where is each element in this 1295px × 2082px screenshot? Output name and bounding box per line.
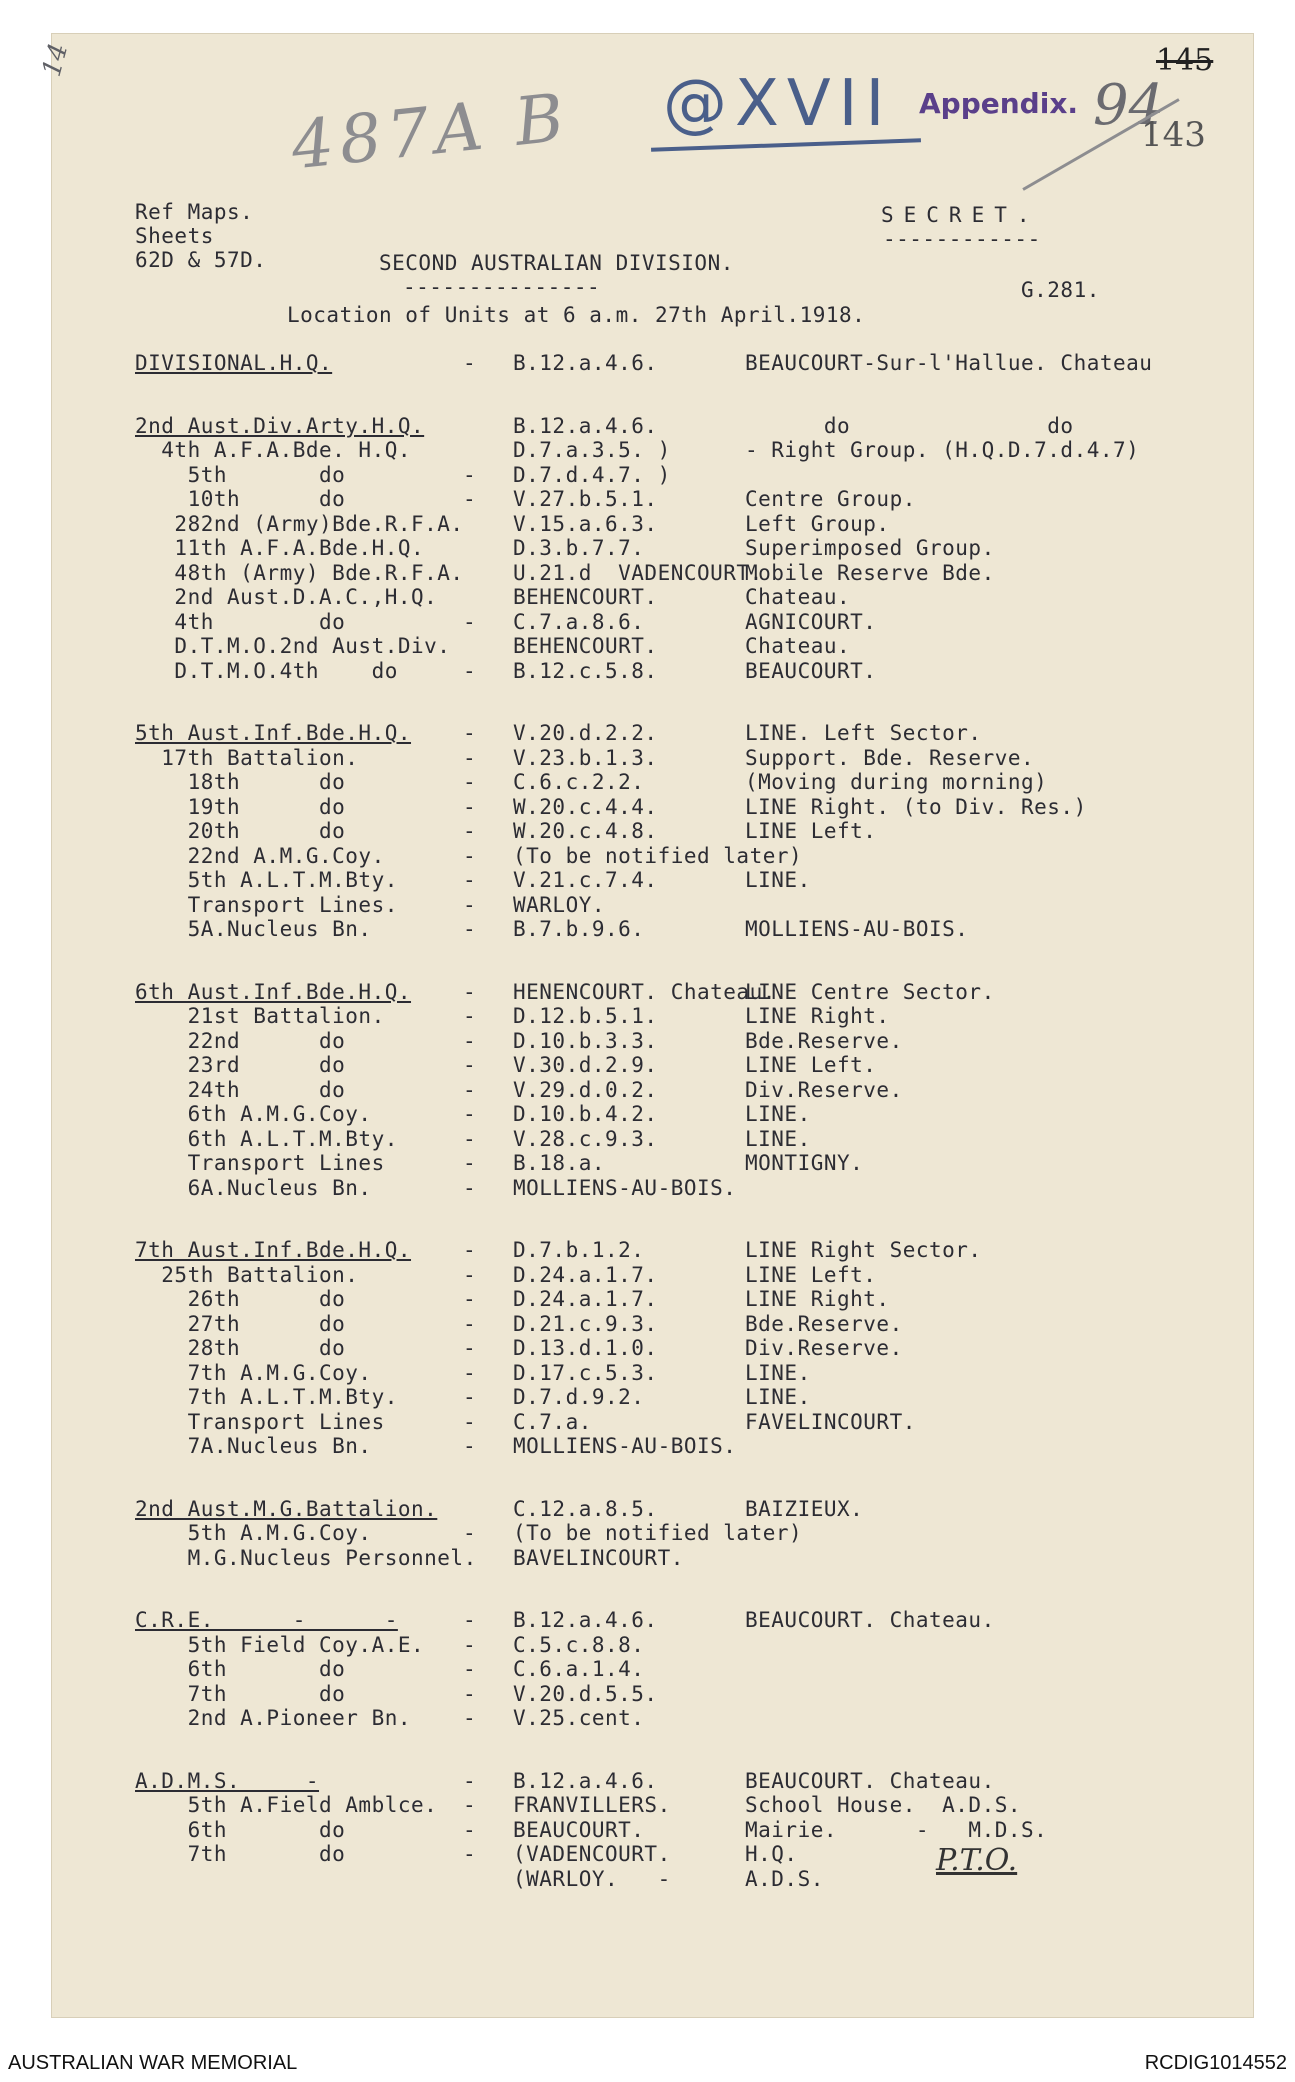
- row-separator: -: [463, 1409, 477, 1434]
- grid-reference: D.21.c.9.3.: [513, 1311, 658, 1336]
- location-note: (Moving during morning): [745, 770, 1048, 794]
- row-separator: -: [463, 819, 477, 843]
- row-separator: -: [463, 1311, 477, 1336]
- unit-name: M.G.Nucleus Personnel.: [135, 1545, 477, 1570]
- grid-reference: B.12.a.4.6.: [513, 351, 658, 375]
- unit-name: 2nd Aust.Div.Arty.H.Q.: [135, 413, 425, 438]
- unit-name: 7th do: [135, 1681, 346, 1706]
- struck-number: 145: [1156, 43, 1214, 78]
- row-separator: -: [463, 745, 477, 770]
- grid-reference: (VADENCOURT.: [513, 1842, 671, 1866]
- location-note: Left Group.: [745, 511, 890, 536]
- grid-reference: D.12.b.5.1.: [513, 1004, 658, 1028]
- location-note: LINE Left.: [745, 1053, 877, 1077]
- row-separator: -: [463, 351, 477, 375]
- secret-underline: ------------: [883, 227, 1041, 251]
- row-separator: -: [463, 1434, 477, 1458]
- row-separator: -: [463, 1608, 477, 1632]
- row-separator: -: [463, 1102, 477, 1126]
- location-note: - Right Group. (H.Q.D.7.d.4.7): [745, 438, 1140, 462]
- grid-reference: D.7.d.4.7. ): [513, 462, 671, 487]
- grid-reference: D.24.a.1.7.: [513, 1262, 658, 1287]
- unit-name: 5th Field Coy.A.E.: [135, 1632, 425, 1657]
- location-note: Mairie. - M.D.S.: [745, 1817, 1048, 1842]
- row-separator: -: [463, 1151, 477, 1175]
- page-number: 143: [1141, 115, 1206, 155]
- unit-name: 18th do: [135, 770, 346, 794]
- row-separator: -: [463, 1262, 477, 1287]
- grid-reference: D.7.d.9.2.: [513, 1385, 645, 1409]
- grid-reference: B.12.c.5.8.: [513, 658, 658, 683]
- unit-name: 26th do: [135, 1287, 346, 1311]
- document-page: [36, 33, 1254, 2018]
- unit-name: 24th do: [135, 1077, 346, 1102]
- unit-name: 5th do: [135, 462, 346, 487]
- location-note: Centre Group.: [745, 487, 916, 511]
- location-note: LINE Left.: [745, 1262, 877, 1287]
- unit-name: 23rd do: [135, 1053, 346, 1077]
- grid-reference: C.12.a.8.5.: [513, 1496, 658, 1521]
- location-note: MONTIGNY.: [745, 1151, 864, 1175]
- division-title: SECOND AUSTRALIAN DIVISION.: [379, 251, 734, 275]
- grid-reference: BEAUCOURT.: [513, 1817, 645, 1842]
- grid-reference: V.21.c.7.4.: [513, 868, 658, 892]
- unit-name: D.T.M.O.4th do: [135, 658, 398, 683]
- unit-name: 6th A.L.T.M.Bty.: [135, 1126, 398, 1151]
- row-separator: -: [463, 1657, 477, 1681]
- row-separator: -: [463, 487, 477, 511]
- grid-reference: B.7.b.9.6.: [513, 917, 645, 941]
- grid-reference: V.29.d.0.2.: [513, 1077, 658, 1102]
- location-note: BEAUCOURT. Chateau.: [745, 1608, 995, 1632]
- grid-reference: B.12.a.4.6.: [513, 1768, 658, 1793]
- grid-reference: BEHENCOURT.: [513, 585, 658, 609]
- row-separator: -: [463, 1077, 477, 1102]
- division-underline: ---------------: [403, 275, 601, 299]
- unit-name: 20th do: [135, 819, 346, 843]
- location-note: Mobile Reserve Bde.: [745, 560, 995, 585]
- grid-reference: BAVELINCOURT.: [513, 1545, 684, 1570]
- unit-name: D.T.M.O.2nd Aust.Div.: [135, 634, 451, 658]
- row-separator: -: [463, 1842, 477, 1866]
- unit-name: DIVISIONAL.H.Q.: [135, 351, 333, 375]
- row-separator: -: [463, 1681, 477, 1706]
- unit-name: 2nd Aust.D.A.C.,H.Q.: [135, 585, 438, 609]
- location-note: LINE.: [745, 1102, 811, 1126]
- unit-name: Transport Lines: [135, 1151, 385, 1175]
- location-note: BEAUCOURT-Sur-l'Hallue. Chateau: [745, 351, 1153, 375]
- grid-reference: C.6.c.2.2.: [513, 770, 645, 794]
- row-separator: -: [463, 1817, 477, 1842]
- row-separator: -: [463, 1336, 477, 1360]
- location-note: Div.Reserve.: [745, 1336, 903, 1360]
- grid-reference: V.23.b.1.3.: [513, 745, 658, 770]
- unit-name: 6th do: [135, 1657, 346, 1681]
- grid-reference: BEHENCOURT.: [513, 634, 658, 658]
- grid-reference: D.10.b.3.3.: [513, 1028, 658, 1053]
- location-note: School House. A.D.S.: [745, 1793, 1022, 1817]
- grid-reference: U.21.d VADENCOURT.: [513, 560, 763, 585]
- grid-reference: C.5.c.8.8.: [513, 1632, 645, 1657]
- unit-name: 19th do: [135, 794, 346, 819]
- location-note: MOLLIENS-AU-BOIS.: [745, 917, 969, 941]
- grid-reference: D.7.a.3.5. ): [513, 438, 671, 462]
- row-separator: -: [463, 770, 477, 794]
- location-note: LINE Right.: [745, 1287, 890, 1311]
- row-separator: -: [463, 1385, 477, 1409]
- location-note: BEAUCOURT. Chateau.: [745, 1768, 995, 1793]
- row-separator: -: [463, 1793, 477, 1817]
- unit-name: 2nd A.Pioneer Bn.: [135, 1706, 412, 1730]
- grid-reference: C.7.a.: [513, 1409, 592, 1434]
- grid-reference: D.17.c.5.3.: [513, 1360, 658, 1385]
- grid-reference: D.7.b.1.2.: [513, 1238, 645, 1262]
- unit-name: 282nd (Army)Bde.R.F.A.: [135, 511, 464, 536]
- grid-reference: B.12.a.4.6.: [513, 413, 658, 438]
- location-note: LINE.: [745, 1126, 811, 1151]
- location-note: Chateau.: [745, 585, 851, 609]
- location-note: Superimposed Group.: [745, 536, 995, 560]
- sheet-numbers: 62D & 57D.: [135, 248, 267, 272]
- unit-name: 6th do: [135, 1817, 346, 1842]
- row-separator: -: [463, 462, 477, 487]
- location-note: LINE Right. (to Div. Res.): [745, 794, 1087, 819]
- grid-reference: C.6.a.1.4.: [513, 1657, 645, 1681]
- row-separator: -: [463, 892, 477, 917]
- location-note: do do: [745, 413, 1074, 438]
- grid-reference: HENENCOURT. Chateau.: [513, 979, 776, 1004]
- grid-reference: FRANVILLERS.: [513, 1793, 671, 1817]
- grid-reference: D.10.b.4.2.: [513, 1102, 658, 1126]
- row-separator: -: [463, 1706, 477, 1730]
- grid-reference: C.7.a.8.6.: [513, 609, 645, 634]
- unit-name: 10th do: [135, 487, 346, 511]
- row-separator: -: [463, 794, 477, 819]
- row-separator: -: [463, 1028, 477, 1053]
- row-separator: -: [463, 1053, 477, 1077]
- ref-maps-label: Ref Maps.: [135, 200, 254, 224]
- row-separator: -: [463, 609, 477, 634]
- grid-reference: MOLLIENS-AU-BOIS.: [513, 1434, 737, 1458]
- row-separator: -: [463, 658, 477, 683]
- unit-name: 5A.Nucleus Bn.: [135, 917, 372, 941]
- grid-reference: WARLOY.: [513, 892, 606, 917]
- location-note: Bde.Reserve.: [745, 1028, 903, 1053]
- unit-name: 4th A.F.A.Bde. H.Q.: [135, 438, 412, 462]
- location-note: LINE Left.: [745, 819, 877, 843]
- sheets-label: Sheets: [135, 224, 214, 248]
- grid-reference: (To be notified later): [513, 843, 803, 868]
- grid-reference: V.27.b.5.1.: [513, 487, 658, 511]
- location-note: Div.Reserve.: [745, 1077, 903, 1102]
- unit-name: A.D.M.S. -: [135, 1768, 320, 1793]
- row-separator: -: [463, 979, 477, 1004]
- unit-name: 7th A.L.T.M.Bty.: [135, 1385, 398, 1409]
- unit-name: 11th A.F.A.Bde.H.Q.: [135, 536, 425, 560]
- row-separator: -: [463, 1175, 477, 1200]
- location-note: LINE Right Sector.: [745, 1238, 982, 1262]
- pto-note: P.T.O.: [936, 1843, 1018, 1878]
- pencil-page-number: 94: [1093, 73, 1165, 138]
- row-separator: -: [463, 1287, 477, 1311]
- grid-reference: V.20.d.2.2.: [513, 721, 658, 745]
- location-note: BEAUCOURT.: [745, 658, 877, 683]
- location-note: LINE.: [745, 1385, 811, 1409]
- location-note: Chateau.: [745, 634, 851, 658]
- unit-name: C.R.E. - -: [135, 1608, 398, 1632]
- unit-name: 6th Aust.Inf.Bde.H.Q.: [135, 979, 412, 1004]
- secret-marking: SECRET.: [881, 203, 1040, 227]
- footer-right: RCDIG1014552: [1144, 2052, 1287, 2074]
- location-note: Bde.Reserve.: [745, 1311, 903, 1336]
- grid-reference: D.24.a.1.7.: [513, 1287, 658, 1311]
- grid-reference: (WARLOY. -: [513, 1866, 671, 1891]
- grid-reference: V.20.d.5.5.: [513, 1681, 658, 1706]
- location-note: AGNICOURT.: [745, 609, 877, 634]
- row-separator: -: [463, 868, 477, 892]
- unit-name: 28th do: [135, 1336, 346, 1360]
- location-note: LINE.: [745, 868, 811, 892]
- row-separator: -: [463, 1521, 477, 1545]
- grid-reference: W.20.c.4.8.: [513, 819, 658, 843]
- row-separator: -: [463, 1632, 477, 1657]
- unit-name: 27th do: [135, 1311, 346, 1336]
- unit-name: 17th Battalion.: [135, 745, 359, 770]
- location-note: FAVELINCOURT.: [745, 1409, 916, 1434]
- grid-reference: D.13.d.1.0.: [513, 1336, 658, 1360]
- grid-reference: B.18.a.: [513, 1151, 606, 1175]
- unit-name: Transport Lines: [135, 1409, 385, 1434]
- unit-name: 22nd do: [135, 1028, 346, 1053]
- struck-page-number: [1156, 43, 1213, 78]
- unit-name: 2nd Aust.M.G.Battalion.: [135, 1496, 438, 1521]
- unit-name: Transport Lines.: [135, 892, 398, 917]
- unit-name: 22nd A.M.G.Coy.: [135, 843, 385, 868]
- unit-name: 5th A.M.G.Coy.: [135, 1521, 372, 1545]
- unit-name: 5th Aust.Inf.Bde.H.Q.: [135, 721, 412, 745]
- unit-name: 5th A.Field Amblce.: [135, 1793, 438, 1817]
- unit-name: 25th Battalion.: [135, 1262, 359, 1287]
- row-separator: -: [463, 1004, 477, 1028]
- row-separator: -: [463, 917, 477, 941]
- grid-reference: V.30.d.2.9.: [513, 1053, 658, 1077]
- grid-reference: V.28.c.9.3.: [513, 1126, 658, 1151]
- grid-reference: MOLLIENS-AU-BOIS.: [513, 1175, 737, 1200]
- grid-reference: V.25.cent.: [513, 1706, 645, 1730]
- unit-name: 7th do: [135, 1842, 346, 1866]
- corner-annotation: 14: [36, 40, 75, 80]
- unit-name: 6th A.M.G.Coy.: [135, 1102, 372, 1126]
- footer-left: AUSTRALIAN WAR MEMORIAL: [8, 2052, 298, 2074]
- unit-name: 4th do: [135, 609, 346, 634]
- location-heading: Location of Units at 6 a.m. 27th April.1918.: [287, 303, 866, 327]
- grid-reference: D.3.b.7.7.: [513, 536, 645, 560]
- unit-name: 5th A.L.T.M.Bty.: [135, 868, 398, 892]
- row-separator: -: [463, 843, 477, 868]
- location-note: H.Q.: [745, 1842, 798, 1866]
- row-separator: -: [463, 1238, 477, 1262]
- grid-reference: V.15.a.6.3.: [513, 511, 658, 536]
- row-separator: -: [463, 1126, 477, 1151]
- location-note: BAIZIEUX.: [745, 1496, 864, 1521]
- location-note: LINE Centre Sector.: [745, 979, 995, 1004]
- grid-reference: B.12.a.4.6.: [513, 1608, 658, 1632]
- unit-name: 7A.Nucleus Bn.: [135, 1434, 372, 1458]
- row-separator: -: [463, 721, 477, 745]
- unit-name: 7th A.M.G.Coy.: [135, 1360, 372, 1385]
- unit-name: 21st Battalion.: [135, 1004, 385, 1028]
- location-note: LINE Right.: [745, 1004, 890, 1028]
- location-note: LINE. Left Sector.: [745, 721, 982, 745]
- grid-reference: (To be notified later): [513, 1521, 803, 1545]
- location-note: A.D.S.: [745, 1866, 824, 1891]
- location-note: Support. Bde. Reserve.: [745, 745, 1035, 770]
- location-note: LINE.: [745, 1360, 811, 1385]
- reference-number: G.281.: [1021, 278, 1100, 302]
- row-separator: -: [463, 1768, 477, 1793]
- pencil-reference: 487A B: [287, 78, 574, 185]
- blue-ink-annotation: @XVII: [663, 67, 893, 141]
- appendix-stamp: Appendix.: [919, 87, 1079, 120]
- unit-name: 6A.Nucleus Bn.: [135, 1175, 372, 1200]
- row-separator: -: [463, 1360, 477, 1385]
- unit-name: 48th (Army) Bde.R.F.A.: [135, 560, 464, 585]
- grid-reference: W.20.c.4.4.: [513, 794, 658, 819]
- unit-name: 7th Aust.Inf.Bde.H.Q.: [135, 1238, 412, 1262]
